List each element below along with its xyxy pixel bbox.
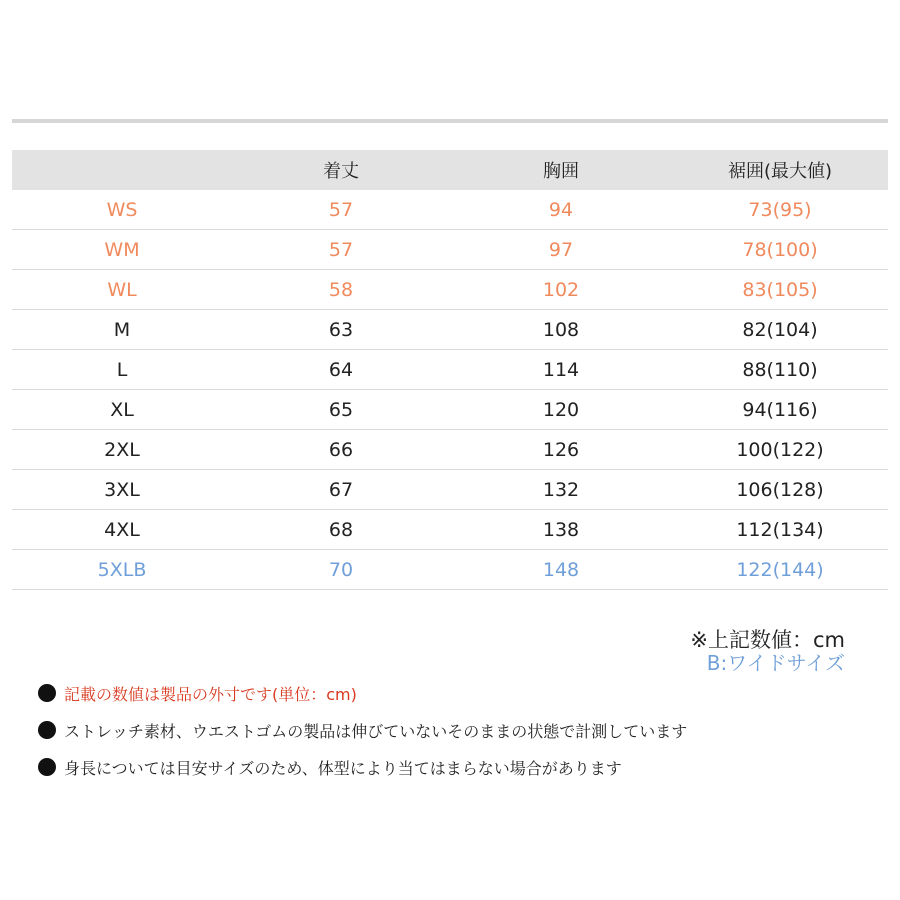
length-cell: 57 <box>328 198 354 221</box>
length-cell: 57 <box>328 238 354 261</box>
hem-cell: 106(128) <box>736 478 824 501</box>
length-cell: 70 <box>328 558 354 581</box>
table-row <box>12 470 888 510</box>
hem-cell: 83(105) <box>742 278 818 301</box>
chest-cell: 102 <box>542 278 580 301</box>
bullet-icon <box>38 758 56 776</box>
unit-note: ※上記数値：cm <box>690 628 845 652</box>
chest-cell: 108 <box>542 318 580 341</box>
hem-cell: 88(110) <box>742 358 818 381</box>
table-header-row <box>12 150 888 190</box>
header-length: 着丈 <box>323 161 359 182</box>
size-cell: 2XL <box>104 438 140 461</box>
note-text: ストレッチ素材、ウエストゴムの製品は伸びていないそのままの状態で計測しています <box>64 721 688 741</box>
size-cell: 4XL <box>104 518 140 541</box>
size-cell: 3XL <box>104 478 140 501</box>
hem-cell: 100(122) <box>736 438 824 461</box>
note-item <box>38 719 687 741</box>
table-row <box>12 190 888 230</box>
header-chest: 胸囲 <box>543 161 579 182</box>
notes-list <box>38 682 687 793</box>
table-row <box>12 350 888 390</box>
note-item <box>38 756 687 778</box>
length-cell: 67 <box>328 478 354 501</box>
table-row <box>12 550 888 590</box>
length-cell: 63 <box>328 318 354 341</box>
hem-cell: 94(116) <box>742 398 818 421</box>
length-cell: 66 <box>328 438 354 461</box>
hem-cell: 73(95) <box>748 198 812 221</box>
table-row <box>12 230 888 270</box>
length-cell: 65 <box>328 398 354 421</box>
top-divider <box>12 119 888 123</box>
size-cell: WL <box>107 278 137 301</box>
chest-cell: 97 <box>548 238 574 261</box>
chest-cell: 132 <box>542 478 580 501</box>
size-cell: 5XLB <box>97 558 147 581</box>
chest-cell: 148 <box>542 558 580 581</box>
length-cell: 68 <box>328 518 354 541</box>
length-cell: 58 <box>328 278 354 301</box>
chest-cell: 126 <box>542 438 580 461</box>
table-row <box>12 430 888 470</box>
hem-cell: 82(104) <box>742 318 818 341</box>
table-row <box>12 390 888 430</box>
hem-cell: 78(100) <box>742 238 818 261</box>
table-row <box>12 310 888 350</box>
hem-cell: 112(134) <box>736 518 824 541</box>
note-text: 身長については目安サイズのため、体型により当てはまらない場合があります <box>64 758 622 778</box>
size-table <box>12 150 888 590</box>
size-cell: L <box>116 358 128 381</box>
chest-cell: 138 <box>542 518 580 541</box>
size-cell: XL <box>110 398 134 421</box>
table-row <box>12 510 888 550</box>
size-cell: WS <box>106 198 138 221</box>
size-cell: WM <box>104 238 140 261</box>
hem-cell: 122(144) <box>736 558 824 581</box>
length-cell: 64 <box>328 358 354 381</box>
chest-cell: 94 <box>548 198 574 221</box>
note-item <box>38 682 687 704</box>
bullet-icon <box>38 684 56 702</box>
wide-size-note: B:ワイドサイズ <box>706 651 845 675</box>
bullet-icon <box>38 721 56 739</box>
note-text: 記載の数値は製品の外寸です(単位：cm) <box>64 684 357 704</box>
chest-cell: 114 <box>542 358 580 381</box>
header-hem: 裾囲(最大値) <box>727 161 833 182</box>
chest-cell: 120 <box>542 398 580 421</box>
size-cell: M <box>113 318 131 341</box>
table-row <box>12 270 888 310</box>
